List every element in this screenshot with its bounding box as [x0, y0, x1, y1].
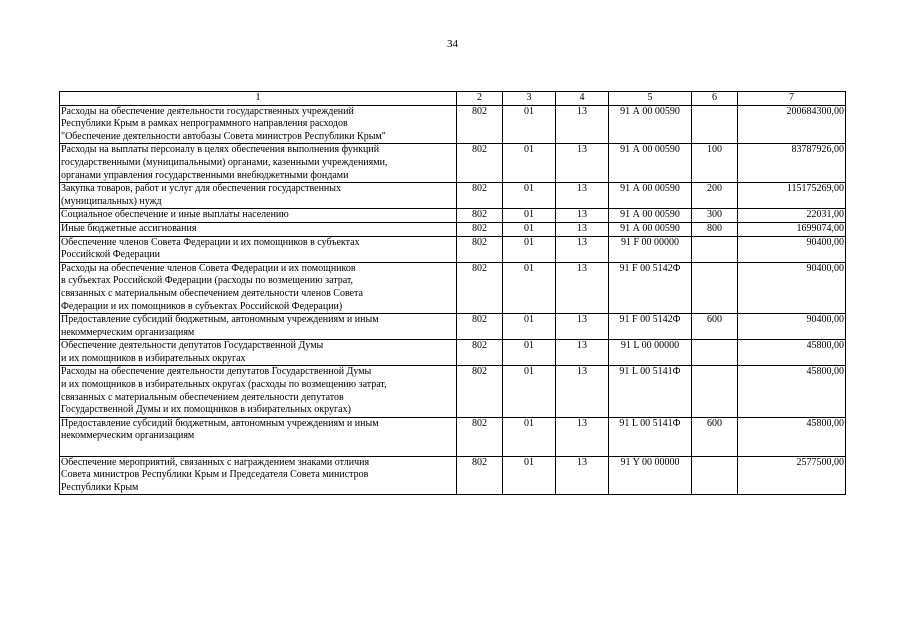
expense-name-cell [60, 366, 457, 417]
expense-name-cell [60, 183, 457, 209]
ministry-code-cell: 802 [457, 314, 503, 340]
expense-name-line: Предоставление субсидий бюджетным, автономным учреждениям и иным [61, 314, 379, 326]
amount-cell: 22031,00 [738, 209, 846, 223]
expense-name-cell [60, 456, 457, 495]
expense-name-cell [60, 340, 457, 366]
section-code-cell: 01 [503, 314, 556, 340]
header-row [60, 92, 846, 106]
section-code-cell: 01 [503, 340, 556, 366]
section-code-cell: 01 [503, 222, 556, 236]
page-number: 34 [447, 38, 458, 50]
expense-name-line: Республики Крым в рамках непрограммного направления расходов [61, 118, 348, 130]
subsection-code-cell: 13 [556, 222, 609, 236]
expense-name-line: Расходы на обеспечение деятельности депутатов Государственной Думы [61, 366, 372, 378]
expense-name-line: Российской Федерации [61, 249, 161, 261]
subsection-code-cell: 13 [556, 417, 609, 456]
expense-name-line: и их помощников в избирательных округах (расходы по возмещению затрат, [61, 379, 387, 391]
expense-name-line: в субъектах Российской Федерации (расходы по возмещению затрат, [61, 275, 354, 287]
section-code-cell: 01 [503, 417, 556, 456]
header-cell: 2 [457, 92, 503, 106]
expense-type-cell: 100 [692, 144, 738, 183]
ministry-code-cell: 802 [457, 417, 503, 456]
expense-type-cell [692, 456, 738, 495]
target-article-cell: 91 А 00 00590 [609, 183, 692, 209]
ministry-code-cell: 802 [457, 340, 503, 366]
expense-name-line: Государственной Думы и их помощников в избирательных округах) [61, 404, 351, 416]
expense-type-cell: 600 [692, 417, 738, 456]
expense-type-cell: 800 [692, 222, 738, 236]
section-code-cell: 01 [503, 456, 556, 495]
target-article-cell: 91 А 00 00590 [609, 105, 692, 144]
expense-name-line: "Обеспечение деятельности автобазы Совета министров Республики Крым" [61, 130, 386, 142]
table-row [60, 236, 846, 262]
table-row [60, 105, 846, 144]
expense-type-cell [692, 262, 738, 313]
section-code-cell: 01 [503, 144, 556, 183]
expense-name-line: некоммерческим организациям [61, 326, 195, 338]
amount-cell: 200684300,00 [738, 105, 846, 144]
table-body [60, 105, 846, 495]
ministry-code-cell: 802 [457, 183, 503, 209]
expense-name-line: и их помощников в избирательных округах [61, 352, 246, 364]
table-row [60, 417, 846, 456]
expense-name-line: Совета министров Республики Крым и Председателя Совета министров [61, 469, 369, 481]
expense-type-cell: 200 [692, 183, 738, 209]
table-row [60, 222, 846, 236]
expense-name-cell [60, 144, 457, 183]
amount-cell: 90400,00 [738, 314, 846, 340]
target-article-cell: 91 F 00 00000 [609, 236, 692, 262]
amount-cell: 115175269,00 [738, 183, 846, 209]
table-row [60, 340, 846, 366]
expense-name-line: Закупка товаров, работ и услуг для обеспечения государственных [61, 183, 342, 195]
expense-name-cell [60, 417, 457, 456]
target-article-cell: 91 F 00 5142Ф [609, 262, 692, 313]
expense-type-cell: 300 [692, 209, 738, 223]
expense-name-line: некоммерческим организациям [61, 430, 195, 442]
header-cell: 1 [60, 92, 457, 106]
ministry-code-cell: 802 [457, 105, 503, 144]
amount-cell: 45800,00 [738, 417, 846, 456]
subsection-code-cell: 13 [556, 340, 609, 366]
expense-name-line: Расходы на обеспечение членов Совета Федерации и их помощников [61, 262, 356, 274]
target-article-cell: 91 А 00 00590 [609, 222, 692, 236]
target-article-cell: 91 F 00 5142Ф [609, 314, 692, 340]
expense-name-line: государственными (муниципальными) органами, казенными учреждениями, [61, 156, 388, 168]
expense-name-cell [60, 236, 457, 262]
amount-cell: 83787926,00 [738, 144, 846, 183]
expense-type-cell [692, 236, 738, 262]
table-row [60, 262, 846, 313]
subsection-code-cell: 13 [556, 456, 609, 495]
target-article-cell: 91 L 00 5141Ф [609, 417, 692, 456]
expense-name-cell [60, 105, 457, 144]
expense-name-line: Обеспечение мероприятий, связанных с награждением знаками отличия [61, 456, 370, 468]
section-code-cell: 01 [503, 105, 556, 144]
amount-cell: 90400,00 [738, 262, 846, 313]
expense-name-line: органами управления государственными внебюджетными фондами [61, 169, 349, 181]
amount-cell: 45800,00 [738, 340, 846, 366]
expense-name-cell [60, 314, 457, 340]
section-code-cell: 01 [503, 262, 556, 313]
subsection-code-cell: 13 [556, 262, 609, 313]
expense-type-cell: 600 [692, 314, 738, 340]
table-row [60, 366, 846, 417]
expense-name-line: Предоставление субсидий бюджетным, автономным учреждениям и иным [61, 417, 379, 429]
header-cell: 6 [692, 92, 738, 106]
expense-name-line: Обеспечение деятельности депутатов Государственной Думы [61, 340, 324, 352]
section-code-cell: 01 [503, 209, 556, 223]
target-article-cell: 91 L 00 00000 [609, 340, 692, 366]
ministry-code-cell: 802 [457, 456, 503, 495]
subsection-code-cell: 13 [556, 183, 609, 209]
expense-name-line: связанных с материальным обеспечением деятельности депутатов [61, 391, 344, 403]
expense-name-line: (муниципальных) нужд [61, 195, 162, 207]
header-cell: 4 [556, 92, 609, 106]
ministry-code-cell: 802 [457, 144, 503, 183]
subsection-code-cell: 13 [556, 314, 609, 340]
section-code-cell: 01 [503, 183, 556, 209]
expense-name-cell [60, 262, 457, 313]
expense-name-line: Федерации и их помощников в субъектах Российской Федерации) [61, 300, 343, 312]
table-row [60, 183, 846, 209]
target-article-cell: 91 А 00 00590 [609, 209, 692, 223]
expense-name-line: Иные бюджетные ассигнования [61, 222, 197, 234]
ministry-code-cell: 802 [457, 222, 503, 236]
header-cell: 7 [738, 92, 846, 106]
expense-name-line: связанных с материальным обеспечением деятельности членов Совета [61, 287, 363, 299]
budget-table [59, 91, 846, 495]
table-row [60, 209, 846, 223]
section-code-cell: 01 [503, 366, 556, 417]
table-row [60, 314, 846, 340]
ministry-code-cell: 802 [457, 366, 503, 417]
amount-cell: 90400,00 [738, 236, 846, 262]
amount-cell: 1699074,00 [738, 222, 846, 236]
subsection-code-cell: 13 [556, 209, 609, 223]
expense-type-cell [692, 105, 738, 144]
expense-name-line: Обеспечение членов Совета Федерации и их помощников в субъектах [61, 236, 360, 248]
expense-name-line: Расходы на выплаты персоналу в целях обеспечения выполнения функций [61, 144, 380, 156]
section-code-cell: 01 [503, 236, 556, 262]
amount-cell: 2577500,00 [738, 456, 846, 495]
subsection-code-cell: 13 [556, 366, 609, 417]
expense-name-line: Социальное обеспечение и иные выплаты населению [61, 209, 289, 221]
ministry-code-cell: 802 [457, 236, 503, 262]
expense-name-line: Расходы на обеспечение деятельности государственных учреждений [61, 105, 354, 117]
target-article-cell: 91 Y 00 00000 [609, 456, 692, 495]
expense-name-line [61, 443, 455, 456]
header-cell: 5 [609, 92, 692, 106]
expense-name-cell [60, 209, 457, 223]
table-row [60, 144, 846, 183]
subsection-code-cell: 13 [556, 105, 609, 144]
expense-type-cell [692, 340, 738, 366]
target-article-cell: 91 А 00 00590 [609, 144, 692, 183]
subsection-code-cell: 13 [556, 236, 609, 262]
subsection-code-cell: 13 [556, 144, 609, 183]
table-row [60, 456, 846, 495]
target-article-cell: 91 L 00 5141Ф [609, 366, 692, 417]
expense-type-cell [692, 366, 738, 417]
header-cell: 3 [503, 92, 556, 106]
ministry-code-cell: 802 [457, 262, 503, 313]
amount-cell: 45800,00 [738, 366, 846, 417]
ministry-code-cell: 802 [457, 209, 503, 223]
expense-name-line: Республики Крым [61, 481, 139, 493]
expense-name-cell [60, 222, 457, 236]
